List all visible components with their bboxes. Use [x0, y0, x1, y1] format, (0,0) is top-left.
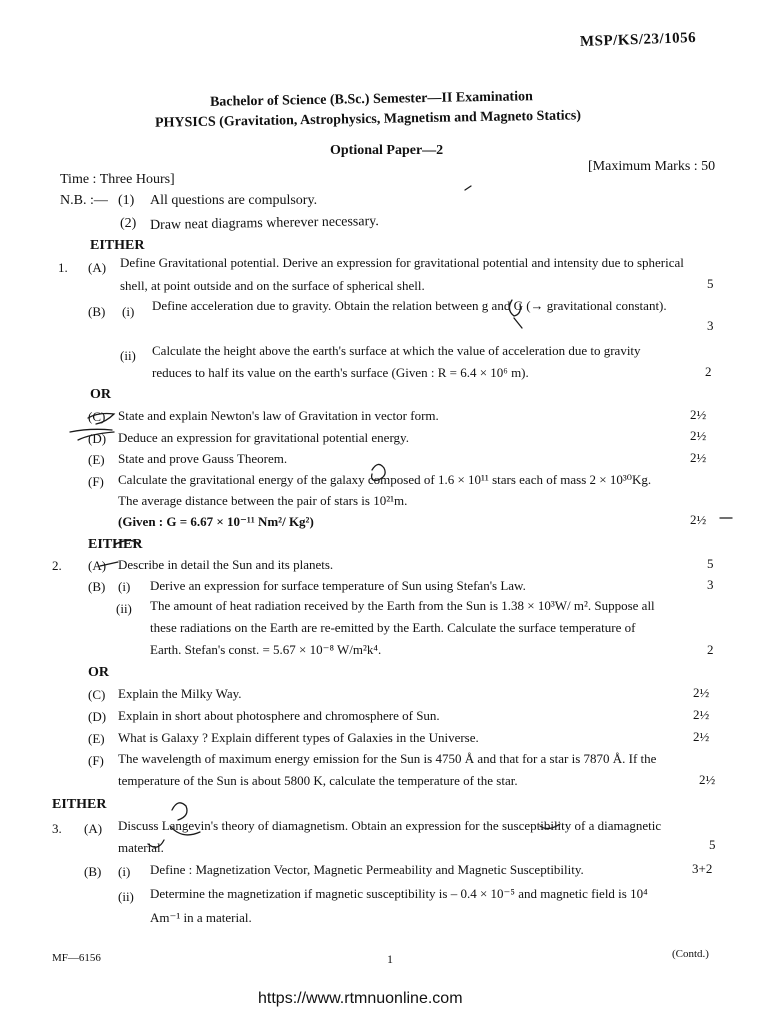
part-label: (E) — [88, 731, 105, 746]
marks: 3 — [707, 318, 714, 333]
question-number: 1. — [58, 260, 68, 275]
question-text: Explain the Milky Way. — [118, 686, 242, 701]
subject-title: PHYSICS (Gravitation, Astrophysics, Magnetism and Magneto Statics) — [154, 108, 582, 131]
marks: 2½ — [690, 407, 707, 422]
subpart-label: (i) — [118, 864, 131, 879]
marks: 3+2 — [692, 861, 713, 876]
question-text: Define Gravitational potential. Derive an expression for gravitational potential and intensity due to spherical — [120, 255, 684, 270]
question-text: (Given : G = 6.67 × 10⁻¹¹ Nm²/ Kg²) — [118, 514, 314, 529]
question-number: 2. — [52, 558, 62, 573]
part-label: (A) — [88, 558, 107, 573]
marks: 5 — [709, 837, 716, 852]
question-text: The amount of heat radiation received by the Earth from the Sun is 1.38 × 10³W/ m². Suppose all — [150, 598, 655, 613]
part-label: (B) — [88, 579, 106, 594]
question-text: these radiations on the Earth are re-emitted by the Earth. Calculate the surface temperature of — [150, 620, 636, 635]
subpart-label: (ii) — [118, 889, 134, 904]
time-label: Time : Three Hours] — [60, 172, 175, 187]
nb-item-num: (1) — [118, 193, 135, 208]
marks: 2½ — [693, 707, 710, 722]
part-label: (A) — [88, 260, 107, 275]
pen-stroke-mark — [465, 186, 471, 190]
question-text: Deduce an expression for gravitational potential energy. — [118, 430, 409, 445]
subpart-label: (ii) — [120, 348, 136, 363]
part-label: (F) — [88, 474, 104, 489]
part-label: (F) — [88, 753, 104, 768]
question-text: reduces to half its value on the earth's surface (Given : R = 6.4 × 10⁶ m). — [152, 365, 529, 380]
marks: 5 — [707, 556, 714, 571]
question-text: Determine the magnetization if magnetic susceptibility is – 0.4 × 10⁻⁵ and magnetic field is 10⁴ — [150, 886, 648, 901]
marks: 2½ — [699, 772, 716, 787]
question-text: Describe in detail the Sun and its planets. — [118, 557, 334, 572]
question-text: Calculate the gravitational energy of the galaxy composed of 1.6 × 10¹¹ stars each of mass 2 × 10³⁰Kg. — [118, 472, 652, 487]
marks: 2 — [707, 642, 714, 657]
marks: 2½ — [690, 450, 707, 465]
nb-label: N.B. :— — [60, 193, 108, 208]
paper-title: Optional Paper—2 — [330, 143, 444, 158]
max-marks: [Maximum Marks : 50 — [588, 159, 716, 174]
question-text: temperature of the Sun is about 5800 K, calculate the temperature of the star. — [118, 773, 518, 788]
question-text: The average distance between the pair of stars is 10²¹m. — [118, 493, 408, 508]
question-text: material. — [118, 840, 164, 855]
question-text: shell, at point outside and on the surface of spherical shell. — [120, 278, 425, 293]
marks: 2 — [705, 364, 712, 379]
subpart-label: (i) — [118, 579, 131, 594]
part-label: (A) — [84, 821, 103, 836]
part-label: (C) — [88, 409, 106, 424]
exam-title: Bachelor of Science (B.Sc.) Semester—II Examination — [209, 89, 533, 110]
marks: 3 — [707, 577, 714, 592]
marks: 2½ — [693, 729, 710, 744]
marks: 2½ — [690, 428, 707, 443]
contd-label: (Contd.) — [672, 948, 709, 960]
part-label: (B) — [84, 864, 102, 879]
part-label: (B) — [88, 304, 106, 319]
subpart-label: (i) — [122, 304, 135, 319]
page-number: 1 — [387, 952, 393, 966]
marks: 5 — [707, 276, 714, 291]
question-text: State and explain Newton's law of Gravitation in vector form. — [118, 408, 439, 423]
pen-stroke-mark — [514, 318, 522, 328]
nb-item-text: All questions are compulsory. — [150, 193, 318, 208]
source-url: https://www.rtmnuonline.com — [258, 990, 463, 1007]
part-label: (D) — [88, 431, 107, 446]
marks: 2½ — [693, 685, 710, 700]
question-text: The wavelength of maximum energy emission for the Sun is 4750 Å and that for a star is 7870 Å. If the — [118, 751, 657, 766]
question-text: State and prove Gauss Theorem. — [118, 451, 288, 466]
nb-item-text: Draw neat diagrams wherever necessary. — [149, 214, 379, 233]
question-text: Explain in short about photosphere and chromosphere of Sun. — [118, 708, 440, 723]
question-text: Define acceleration due to gravity. Obtain the relation between g and G (→ gravitational constant). — [152, 298, 667, 313]
either-heading: EITHER — [88, 537, 143, 552]
either-heading: EITHER — [52, 797, 107, 812]
question-number: 3. — [52, 821, 62, 836]
footer-code: MF—6156 — [52, 952, 101, 964]
question-text: Discuss Langevin's theory of diamagnetism. Obtain an expression for the susceptibility of a diamagnetic — [118, 818, 662, 833]
question-text: Calculate the height above the earth's surface at which the value of acceleration due to gravity — [152, 343, 641, 358]
or-heading: OR — [90, 387, 111, 402]
subpart-label: (ii) — [116, 601, 132, 616]
either-heading: EITHER — [90, 238, 145, 253]
marks: 2½ — [690, 512, 707, 527]
part-label: (D) — [88, 709, 107, 724]
nb-item-num: (2) — [120, 216, 137, 231]
part-label: (C) — [88, 687, 106, 702]
or-heading: OR — [88, 665, 109, 680]
question-text: Am⁻¹ in a material. — [150, 910, 252, 925]
question-text: Derive an expression for surface temperature of Sun using Stefan's Law. — [150, 578, 526, 593]
part-label: (E) — [88, 452, 105, 467]
question-text: Define : Magnetization Vector, Magnetic Permeability and Magnetic Susceptibility. — [150, 862, 584, 877]
question-text: Earth. Stefan's const. = 5.67 × 10⁻⁸ W/m²k⁴. — [150, 642, 382, 657]
question-text: What is Galaxy ? Explain different types of Galaxies in the Universe. — [118, 730, 479, 745]
paper-code: MSP/KS/23/1056 — [579, 29, 697, 51]
